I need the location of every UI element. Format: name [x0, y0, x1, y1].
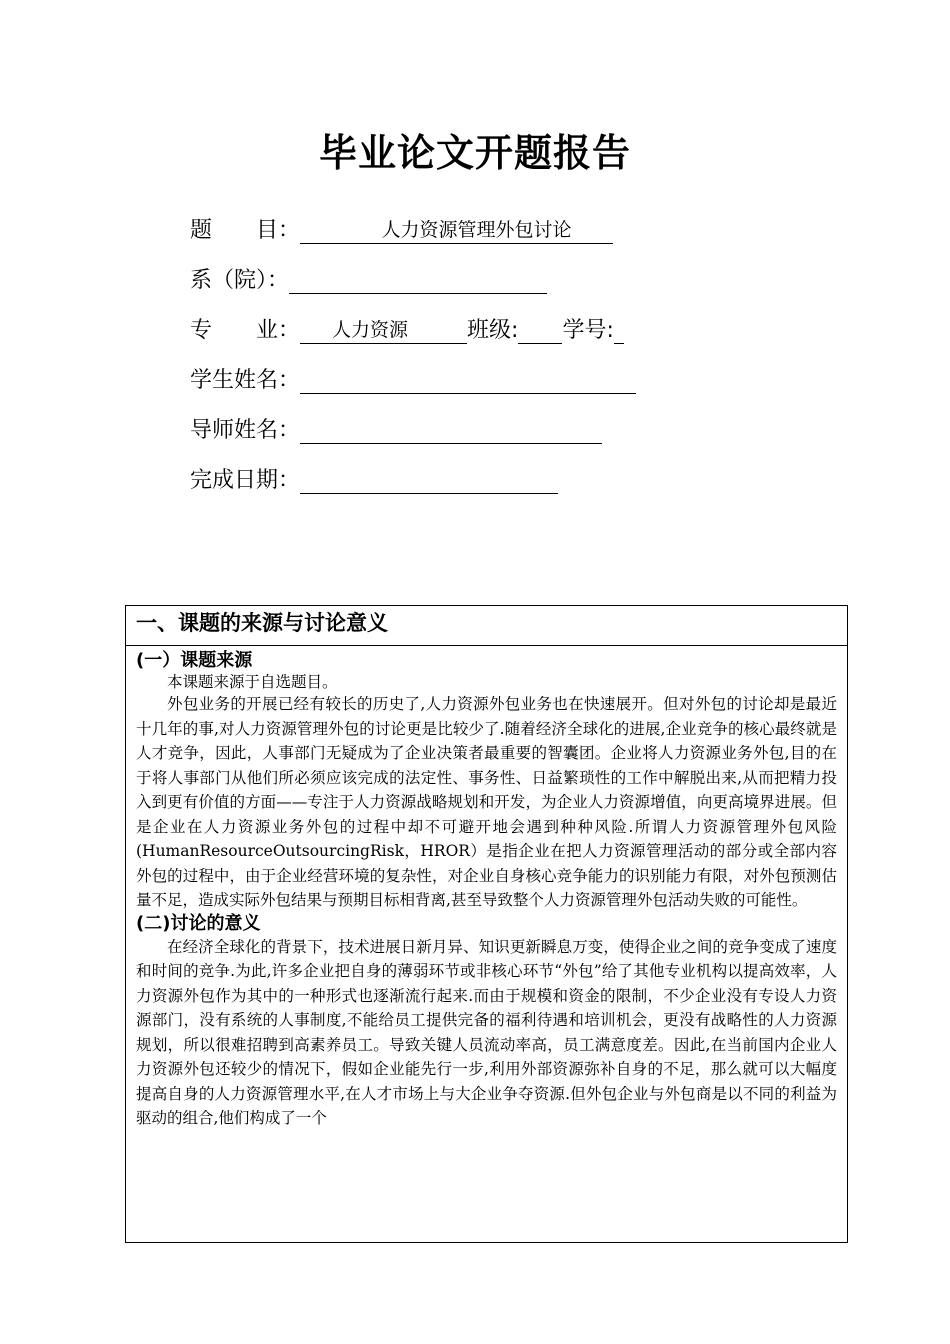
topic-label: 题 目：	[190, 218, 301, 243]
page-title: 毕业论文开题报告	[318, 131, 631, 175]
department-field	[190, 260, 547, 294]
completion-date-value[interactable]	[300, 466, 558, 494]
department-label: 系（院）：	[190, 268, 290, 293]
class-label: 班级:	[467, 318, 519, 343]
proposal-table	[125, 605, 848, 1243]
student-name-label: 学生姓名：	[190, 368, 301, 393]
completion-date-field	[190, 460, 558, 494]
advisor-name-field	[190, 410, 602, 444]
major-label: 专 业：	[190, 318, 301, 343]
student-name-field	[190, 360, 636, 394]
topic-field	[190, 210, 613, 244]
student-name-value[interactable]	[300, 366, 636, 394]
advisor-name-value[interactable]	[300, 416, 602, 444]
department-value[interactable]	[289, 266, 547, 294]
class-value[interactable]	[518, 316, 562, 344]
subsection-source-heading: (一）课题来源	[136, 650, 253, 671]
section-heading: 一、课题的来源与讨论意义	[126, 606, 847, 646]
major-value[interactable]: 人力资源	[300, 316, 467, 344]
subsection-significance-heading: (二)讨论的意义	[136, 912, 261, 934]
section-body	[126, 646, 847, 1131]
major-field	[190, 310, 624, 344]
source-paragraph-1: 本课题来源于自选题目。	[167, 673, 338, 691]
source-paragraph-2: 外包业务的开展已经有较长的历史了,人力资源外包业务也在快速展开。但对外包的讨论却是最近十几年的事,对人力资源管理外包的讨论更是比较少了.随着经济全球化的进展,企业竞争的核心最终就是人才竞争，因此，人事部门无疑成为了企业决策者最重要的智囊团。企业将人力资源业务外包,目的在于将人事部门从他们所必须应该完成的法定性、事务性、日益繁琐性的工作中解脱出来,从而把精力投入到更有价值的方面——专注于人力资源战略规划和开发，为企业人力资源增值，向更高境界进展。但是企业在人力资源业务外包的过程中却不可避开地会遇到种种风险.所谓人力资源管理外包风险(HumanResourceOutsourcingRisk，HROR）是指企业在把人力资源管理活动的部分或全部内容外包的过程中，由于企业经营环境的复杂性，对企业自身核心竞争能力的识别能力有限，对外包预测估量不足，造成实际外包结果与预期目标相背离,甚至导致整个人力资源管理外包活动失败的可能性。	[136, 695, 837, 909]
advisor-name-label: 导师姓名：	[190, 418, 301, 443]
student-id-label: 学号:	[562, 318, 614, 343]
completion-date-label: 完成日期：	[190, 468, 301, 493]
significance-paragraph-1: 在经济全球化的背景下，技术进展日新月异、知识更新瞬息万变，使得企业之间的竞争变成了速度和时间的竞争.为此,许多企业把自身的薄弱环节或非核心环节“外包”给了其他专业机构以提高效率，人力资源外包作为其中的一种形式也逐渐流行起来.而由于规模和资金的限制，不少企业没有专设人力资源部门，没有系统的人事制度,不能给员工提供完备的福利待遇和培训机会，更没有战略性的人力资源规划，所以很难招聘到高素养员工。导致关键人员流动率高，员工满意度差。因此,在当前国内企业人力资源外包还较少的情况下，假如企业能先行一步,利用外部资源弥补自身的不足，那么就可以大幅度提高自身的人力资源管理水平,在人才市场上与大企业争夺资源.但外包企业与外包商是以不同的利益为驱动的组合,他们构成了一个	[136, 937, 837, 1127]
topic-value[interactable]: 人力资源管理外包讨论	[300, 216, 613, 244]
student-id-value[interactable]	[614, 316, 624, 344]
